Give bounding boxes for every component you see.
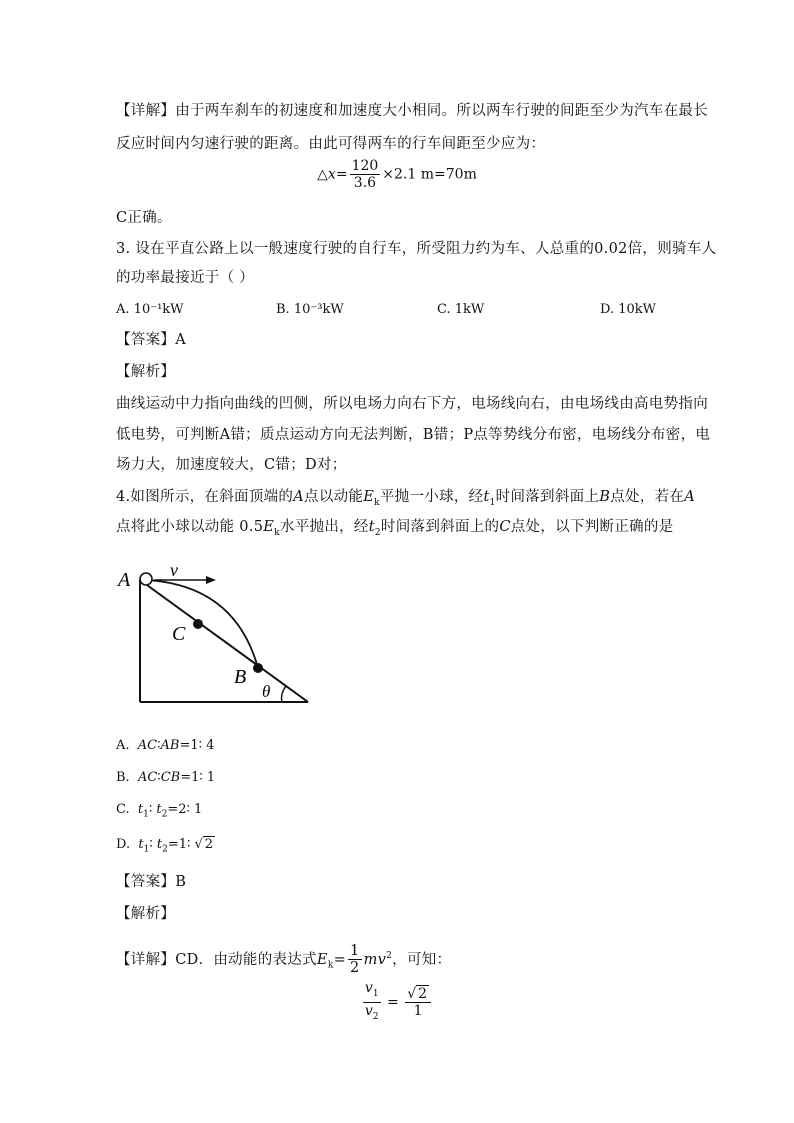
v: v [364,980,373,996]
sqrt-num: √ 2 [405,986,431,1003]
eq-numerator: 120 [351,158,379,174]
text: 时间落到斜面上 [495,489,600,505]
sep: ∶ [148,802,157,817]
q4-option-c [116,801,202,824]
q4-line-1 [116,487,695,513]
option-text: 10kW [618,302,657,317]
sqrt-value: 2 [204,837,214,852]
sub: 1 [372,988,379,999]
q3-line-1: 3. 设在平直公路上以一般速度行驶的自行车，所受阻力约为车、人总重的0.02倍，则骑车人 [116,241,717,257]
t1: t [138,837,144,852]
text: 平抛一小球，经 [379,489,484,505]
eq-lhs: △x= [317,166,348,183]
t1-sub: 1 [489,497,496,508]
sep: ∶ [157,770,161,785]
t2-sub: 2 [162,844,168,855]
t2-symbol: t [368,519,375,535]
t1-sub: 1 [143,809,149,820]
segment-ac: AC [137,738,158,753]
label-b: B [234,666,247,688]
option-label: A. [116,738,130,753]
v: v [364,1002,373,1019]
q3-option-d [600,301,656,319]
option-label: D. [116,837,131,852]
label-a: A [118,569,131,591]
ratio: =2∶ 1 [167,802,203,817]
q3-option-b [276,301,344,319]
text: 点处，以下判断正确的是 [510,519,674,535]
text: 水平抛出，经 [279,519,369,535]
q3-answer: 【答案】A [116,332,186,348]
sub: 2 [372,1011,379,1022]
t1-sub: 1 [143,844,150,855]
text: ，可知： [392,951,452,968]
ek-sub: k [274,527,280,538]
q4-option-d: D. $t_1∶$ $t_2=1∶$ √ 2 [116,837,214,855]
eq-denominator: 3.6 [353,175,377,191]
half-fraction [348,943,362,976]
t2: t [156,802,162,817]
point-a: A [684,489,696,505]
option-label: A. [116,302,130,317]
sep: ∶ [157,738,161,753]
conclusion-line: C正确。 [116,210,172,226]
t2-sub: 2 [374,527,381,538]
q3-option-a [116,301,184,319]
ek-symbol: E [316,951,328,968]
label-theta: θ [262,682,271,701]
den: 1 [413,1002,423,1019]
q3-option-c [437,301,484,319]
t1: t [137,802,144,817]
point-b: B [599,489,611,505]
denominator: 2 [350,960,360,977]
option-label: B. [116,770,130,785]
ek-symbol: E [263,519,275,535]
q4-line-2 [116,517,674,543]
equation-distance [0,158,794,191]
option-label: C. [437,302,451,317]
square: 2 [386,951,393,961]
option-label: B. [276,302,290,317]
theta-arc [282,686,287,702]
q4-option-a [116,737,214,755]
segment-ac: AC [137,770,158,785]
q3-analysis-title: 【解析】 [116,364,176,380]
q3-analysis-line-2: 低电势，可判断A错；质点运动方向无法判断，B错；P点等势线分布密，电场线分布密，电 [116,427,711,443]
text: 【详解】CD．由动能的表达式 [116,951,317,968]
segment-ab: AB [160,738,180,753]
segment-cb: CB [160,770,181,785]
option-text: 10⁻¹kW [133,302,184,317]
q4-analysis-title: 【解析】 [116,906,176,922]
v1 [363,980,381,1003]
detail-line-1: 【详解】由于两车刹车的初速度和加速度大小相同。所以两车行驶的间距至少为汽车在最长 [116,103,708,119]
q3-line-2: 的功率最接近于（ ） [116,270,255,286]
sqrt-ratio [405,986,431,1019]
eq-fraction [350,158,381,191]
equals: = [387,994,399,1011]
label-c: C [172,623,186,645]
label-v: v [170,560,178,580]
ratio: =1∶ 4 [179,738,215,753]
option-text: 1kW [454,302,485,317]
option-label: D. [600,302,615,317]
numerator: 1 [350,943,360,960]
point-b-dot [253,663,263,673]
v-ratio [363,980,381,1025]
t2: t [156,837,163,852]
t2-sub: 2 [161,809,168,820]
ratio: =1∶ [167,837,191,852]
q4-answer: 【答案】B [116,874,187,890]
text: 点将此小球以动能 0.5 [116,519,264,535]
incline-figure [110,560,320,710]
ek-sub: k [374,497,380,508]
detail-line-2: 反应时间内匀速行驶的距离。由此可得两车的行车间距至少应为： [116,136,546,152]
arrow-head [206,576,216,584]
option-label: C. [116,802,130,817]
point-c: C [499,519,511,535]
text: 点以动能 [304,489,364,505]
ek-sub: k [327,960,334,971]
incline-side [140,580,308,702]
equation-velocity-ratio [0,980,794,1025]
q4-option-b [116,769,215,787]
text: 点处，若在 [610,489,685,505]
mv: mv [363,951,387,968]
sep: ∶ [149,837,157,852]
t1-symbol: t [483,489,490,505]
sqrt-value: 2 [418,985,428,1002]
ek-symbol: E [363,489,375,505]
text: 4.如图所示，在斜面顶端的 [116,489,294,505]
q3-analysis-line-1: 曲线运动中力指向曲线的凹侧，所以电场力向右下方，电场线向右，由电场线由高电势指向 [116,396,708,412]
equals: = [333,951,347,968]
point-a: A [293,489,305,505]
q4-detail-line [116,936,451,976]
ratio: =1∶ 1 [180,770,216,785]
text: 时间落到斜面上的 [380,519,500,535]
v2 [363,1003,381,1025]
eq-rhs: ×2.1 m=70m [382,166,477,183]
point-c-dot [193,619,203,629]
option-text: 10⁻³kW [293,302,344,317]
ball [140,573,152,585]
q3-analysis-line-3: 场力大，加速度较大，C错；D对； [116,457,347,473]
